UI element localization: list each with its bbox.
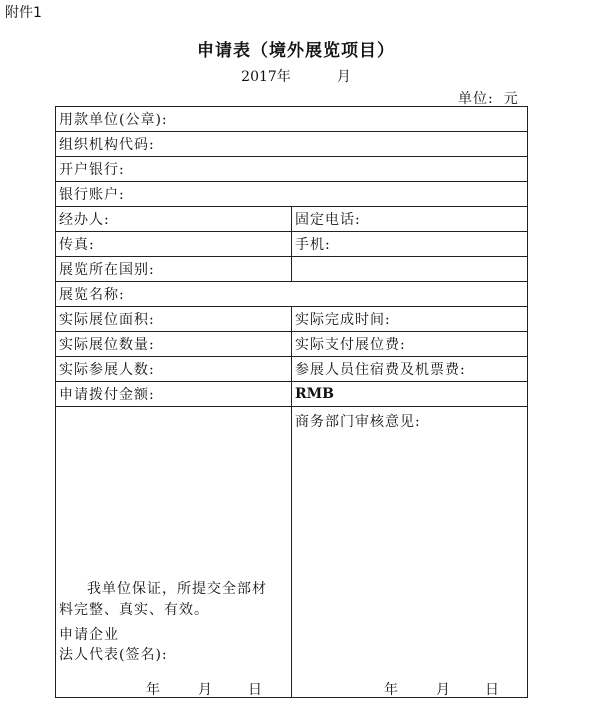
review-date-month: 月 — [436, 682, 451, 698]
handler-field[interactable]: 经办人: — [56, 207, 292, 232]
form-row-org-code — [56, 132, 528, 157]
lodging-tickets-field[interactable]: 参展人员住宿费及机票费: — [292, 357, 528, 382]
currency-value[interactable] — [292, 382, 528, 407]
participants-field[interactable]: 实际参展人数: — [56, 357, 292, 382]
review-opinion-cell[interactable] — [292, 407, 528, 698]
form-row-booth-area — [56, 307, 528, 332]
review-opinion-label: 商务部门审核意见: — [295, 414, 421, 430]
mobile-field[interactable]: 手机: — [292, 232, 528, 257]
review-date-day: 日 — [485, 682, 500, 698]
country-blank-cell[interactable] — [292, 257, 528, 282]
currency-unit — [458, 88, 519, 108]
review-sign-date — [292, 679, 527, 697]
unit-label: 单位: — [458, 91, 494, 107]
form-row-country — [56, 257, 528, 282]
review-date-year: 年 — [384, 682, 399, 698]
form-year: 2017年 — [241, 69, 291, 85]
fixed-phone-field[interactable]: 固定电话: — [292, 207, 528, 232]
form-row-booth-count — [56, 332, 528, 357]
applicant-declaration-cell[interactable] — [56, 407, 292, 698]
form-row-participants — [56, 357, 528, 382]
form-row-amount — [56, 382, 528, 407]
form-title: 申请表（境外展览项目） — [197, 41, 395, 61]
form-row-exhibition-name — [56, 282, 528, 307]
form-row-account — [56, 182, 528, 207]
applicant-sign-date — [56, 679, 291, 697]
completion-time-field[interactable]: 实际完成时间: — [292, 307, 528, 332]
declaration-content — [56, 407, 291, 697]
currency-code: RMB — [295, 386, 334, 402]
bank-account-field[interactable]: 银行账户: — [56, 182, 528, 207]
applicant-company-label: 申请企业 — [59, 627, 119, 643]
form-row-handler — [56, 207, 528, 232]
form-row-signatures — [56, 407, 528, 698]
bank-field[interactable]: 开户银行: — [56, 157, 528, 182]
amount-requested-field[interactable]: 申请拨付金额: — [56, 382, 292, 407]
applicant-date-day: 日 — [248, 682, 263, 698]
guarantee-line-2: 料完整、真实、有效。 — [59, 602, 209, 618]
booth-area-field[interactable]: 实际展位面积: — [56, 307, 292, 332]
applicant-unit-field[interactable]: 用款单位(公章): — [56, 107, 528, 132]
form-row-bank — [56, 157, 528, 182]
applicant-date-month: 月 — [198, 682, 213, 698]
applicant-date-year: 年 — [146, 682, 161, 698]
application-form-table — [55, 106, 528, 698]
review-content — [292, 407, 527, 697]
org-code-field[interactable]: 组织机构代码: — [56, 132, 528, 157]
form-row-applicant-unit — [56, 107, 528, 132]
unit-value: 元 — [503, 91, 519, 107]
form-row-fax — [56, 232, 528, 257]
legal-rep-label: 法人代表(签名): — [59, 647, 168, 663]
guarantee-line-1: 我单位保证，所提交全部材 — [87, 581, 267, 597]
applicant-signature-block — [59, 625, 168, 665]
guarantee-text — [59, 579, 289, 621]
attachment-label: 附件1 — [5, 5, 42, 21]
booth-count-field[interactable]: 实际展位数量: — [56, 332, 292, 357]
form-month: 月 — [336, 69, 351, 85]
country-field[interactable]: 展览所在国别: — [56, 257, 292, 282]
fax-field[interactable]: 传真: — [56, 232, 292, 257]
exhibition-name-field[interactable]: 展览名称: — [56, 282, 528, 307]
form-date — [0, 66, 592, 86]
booth-fee-field[interactable]: 实际支付展位费: — [292, 332, 528, 357]
